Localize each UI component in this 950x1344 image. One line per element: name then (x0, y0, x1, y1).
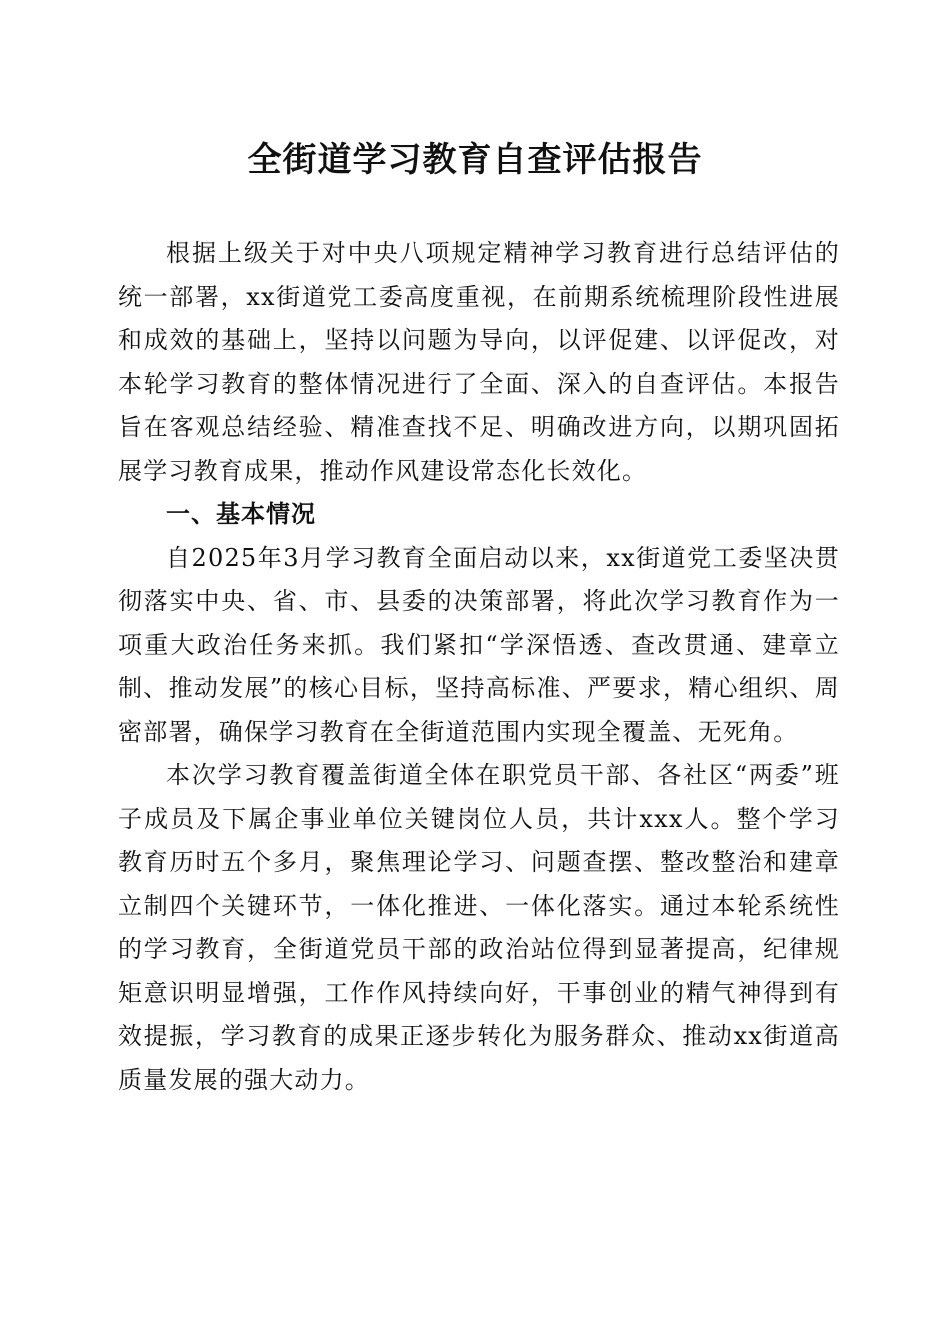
section1-paragraph-1: 自2025年3月学习教育全面启动以来，xx街道党工委坚决贯彻落实中央、省、市、县委的决策部署，将此次学习教育作为一项重大政治任务来抓。我们紧扣“学深悟透、查改贯通、建章立制、推动发展”的核心目标，坚持高标准、严要求，精心组织、周密部署，确保学习教育在全街道范围内实现全覆盖、无死角。 (118, 543, 840, 746)
intro-paragraph: 根据上级关于对中央八项规定精神学习教育进行总结评估的统一部署，xx街道党工委高度重视，在前期系统梳理阶段性进展和成效的基础上，坚持以问题为导向，以评促建、以评促改，对本轮学习教育的整体情况进行了全面、深入的自查评估。本报告旨在客观总结经验、精准查找不足、明确改进方向，以期巩固拓展学习教育成果，推动作风建设常态化长效化。 (118, 239, 840, 485)
section-heading-basic-situation: 一、基本情况 (166, 500, 316, 528)
section1-paragraph-2: 本次学习教育覆盖街道全体在职党员干部、各社区“两委”班子成员及下属企事业单位关键岗位人员，共计xxx人。整个学习教育历时五个多月，聚焦理论学习、问题查摆、整改整治和建章立制四个关键环节，一体化推进、一体化落实。通过本轮系统性的学习教育，全街道党员干部的政治站位得到显著提高，纪律规矩意识明显增强，工作作风持续向好，干事创业的精气神得到有效提振，学习教育的成果正逐步转化为服务群众、推动xx街道高质量发展的强大动力。 (118, 761, 840, 1094)
document-body (118, 232, 840, 1102)
document-title: 全街道学习教育自查评估报告 (247, 140, 703, 180)
